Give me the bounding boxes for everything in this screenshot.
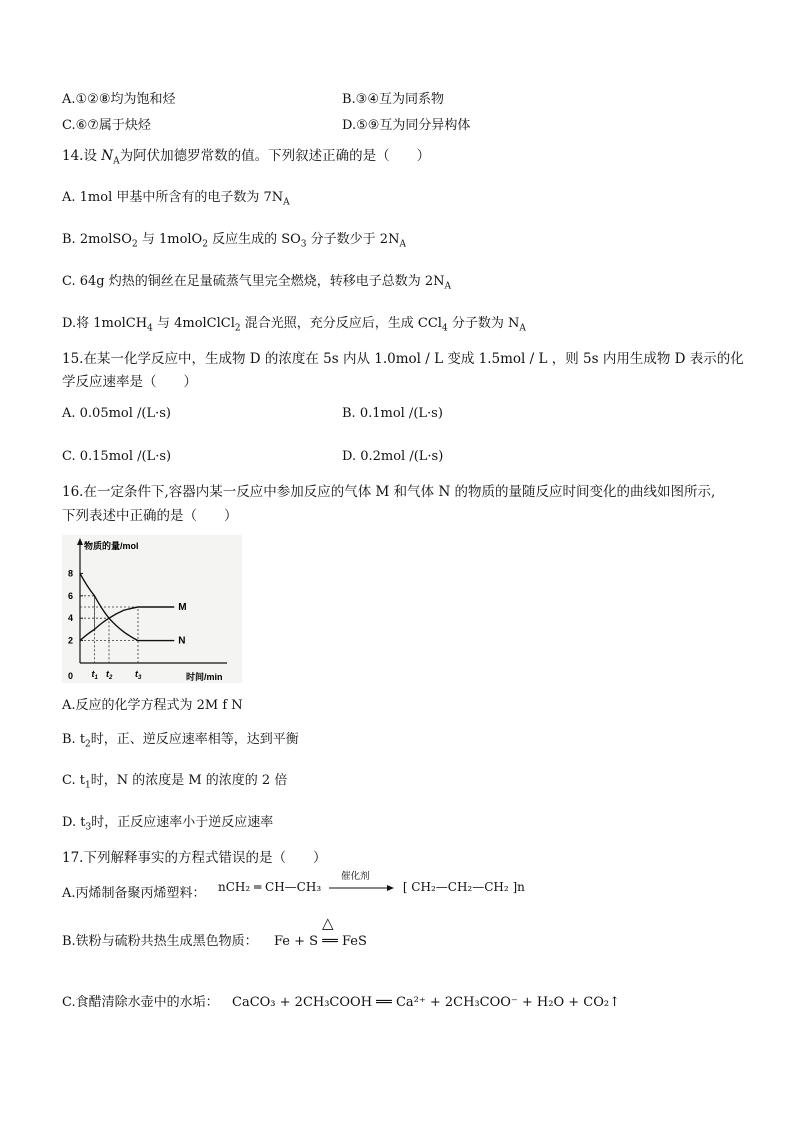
- q16-c-post: 时，N 的浓度是 M 的浓度的 2 倍: [90, 773, 288, 788]
- q14-na-symbol: N: [101, 148, 114, 164]
- q15-option-d: D. 0.2mol /(L·s): [342, 449, 444, 464]
- q17-option-c: [62, 995, 219, 1011]
- x-axis-label: 时间/min: [186, 672, 223, 682]
- chart-background: [62, 535, 242, 683]
- series-label-M: M: [178, 602, 187, 613]
- q13-option-d: D.⑤⑨互为同分异构体: [342, 118, 471, 133]
- q15-option-c: C. 0.15mol /(L·s): [62, 449, 172, 464]
- q17-a-equation: [218, 870, 525, 894]
- q14-option-b: B. 2molSO$_2$ 与 1molO$_2$ 反应生成的 $SO_3$ 分子数少于 $2N_A$: [62, 232, 406, 250]
- q14-d-1: D.将 1molCH: [62, 316, 148, 331]
- mole-vs-time-chart: [62, 535, 242, 683]
- q14-d-3: 混合光照，充分反应后，生成 CCl: [240, 316, 442, 331]
- q14-option-a-text: A. 1mol 甲基中所含有的电子数为 7N: [62, 190, 284, 205]
- q16-stem-line2: 下列表述中正确的是（ ）: [62, 508, 238, 524]
- q16-c-pre: C. t: [62, 773, 85, 788]
- q15-stem-line2: 学反应速率是（ ）: [62, 374, 197, 390]
- y-tick-label: 6: [68, 590, 74, 601]
- q16-b-post: 时，正、逆反应速率相等，达到平衡: [90, 732, 299, 747]
- y-tick-label: 8: [68, 568, 74, 579]
- q16-option-a: A.反应的化学方程式为 2M f N: [62, 698, 243, 713]
- q14-stem: [62, 148, 431, 167]
- q15-option-b: B. 0.1mol /(L·s): [342, 406, 443, 421]
- q14-option-c-text: C. 64g 灼热的铜丝在足量硫蒸气里完全燃烧，转移电子总数为 2N: [62, 274, 445, 289]
- q14-stem-text: 为阿伏加德罗常数的值。下列叙述正确的是（ ）: [119, 148, 431, 164]
- q17-a-product: [ CH₂—CH₂—CH₂ ]n: [402, 880, 525, 894]
- q14-stem-prefix: 14.设: [62, 148, 102, 164]
- q16-option-c: C. $t_1$时，N 的浓度是 M 的浓度的 2 倍: [62, 773, 288, 791]
- q17-b-equation: Fe + S ══ FeS: [274, 934, 367, 949]
- q16-stem-line1: 16.在一定条件下,容器内某一反应中参加反应的气体 M 和气体 N 的物质的量随反应时间变化的曲线如图所示,: [62, 484, 716, 500]
- q16-option-b: B. $t_2$时，正、逆反应速率相等，达到平衡: [62, 732, 299, 750]
- x-tick-label: $t_3$: [135, 669, 142, 681]
- q17-option-b: [62, 934, 258, 950]
- q17-b-label: B.铁粉与硫粉共热生成黑色物质：: [62, 934, 258, 949]
- q14-b-4: 分子数少于 2N: [306, 232, 400, 247]
- q16-d-pre: D. t: [62, 815, 86, 830]
- x-tick-label: $t_1$: [91, 669, 98, 681]
- q17-a-reactant: nCH₂ ═ CH—CH₃: [218, 880, 322, 894]
- q16-option-d: D. $t_3$时，正反应速率小于逆反应速率: [62, 815, 274, 833]
- q15-stem-line1: 15.在某一化学反应中，生成物 D 的浓度在 5s 内从 1.0mol / L 变成 1.5mol / L ，则 5s 内用生成物 D 表示的化: [62, 351, 744, 367]
- q14-d-2: 与 4molClCl: [152, 316, 235, 331]
- y-axis-label: 物质的量/mol: [84, 541, 139, 551]
- q16-b-pre: B. t: [62, 732, 86, 747]
- q14-b-1: B. 2molSO: [62, 232, 132, 247]
- y-tick-label: 2: [68, 635, 74, 646]
- q14-b-3: 反应生成的 SO: [207, 232, 301, 247]
- q14-d-4: 分子数为 N: [447, 316, 520, 331]
- q14-option-c: C. 64g 灼热的铜丝在足量硫蒸气里完全燃烧，转移电子总数为 $2N_A$: [62, 274, 452, 292]
- q17-a-catalyst: 催化剂: [340, 870, 370, 882]
- series-label-N: N: [178, 635, 186, 647]
- q17-option-a: [62, 886, 206, 902]
- heat-condition-icon: △: [322, 914, 334, 932]
- q13-option-a: A.①②⑧均为饱和烃: [62, 92, 176, 107]
- q13-option-c: C.⑥⑦属于炔烃: [62, 118, 151, 133]
- q14-option-a: A. 1mol 甲基中所含有的电子数为 $7N_A$: [62, 190, 290, 208]
- q14-na-sub: A: [113, 156, 120, 167]
- q17-stem: 17.下列解释事实的方程式错误的是（ ）: [62, 850, 327, 866]
- x-tick-label: $t_2$: [106, 669, 113, 681]
- q16-d-post: 时，正反应速率小于逆反应速率: [91, 815, 274, 830]
- y-tick-label: 4: [68, 613, 74, 624]
- q13-option-b: B.③④互为同系物: [342, 92, 444, 107]
- q17-c-label: C.食醋清除水壶中的水垢：: [62, 995, 219, 1010]
- q15-option-a: A. 0.05mol /(L·s): [62, 406, 172, 421]
- origin-label: 0: [68, 671, 74, 681]
- q17-c-equation: CaCO₃ + 2CH₃COOH ══ Ca²⁺ + 2CH₃COO⁻ + H₂O + CO₂↑: [232, 995, 621, 1010]
- q14-b-2: 与 1molO: [137, 232, 203, 247]
- q17-a-label: A.丙烯制备聚丙烯塑料：: [62, 886, 206, 901]
- q14-option-d: D.将 1molCH$_4$ 与 4molClCl$_2$ 混合光照，充分反应后，生成 CCl$_4$ 分子数为 $N_A$: [62, 316, 526, 334]
- reaction-arrow-icon: [329, 884, 395, 892]
